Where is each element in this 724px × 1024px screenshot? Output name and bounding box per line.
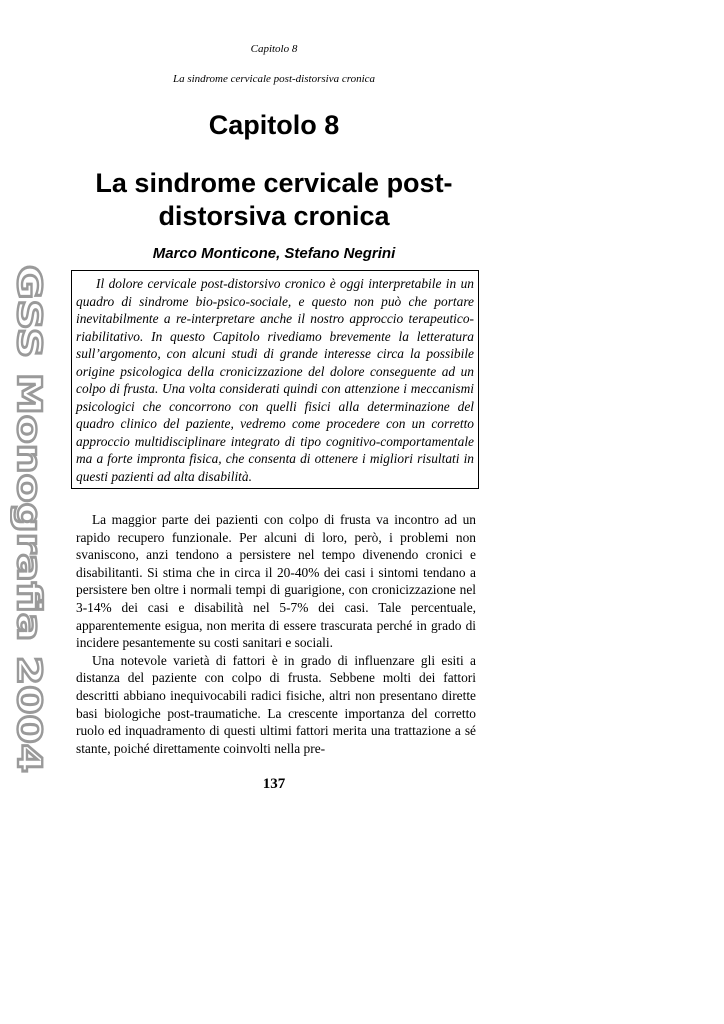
abstract-text: Il dolore cervicale post-distorsivo cronico è oggi interpretabile in un quadro di sindrome bio-psico-sociale, e questo non può che portare inevitabilmente a re-interpretare anche il nostro approccio terapeutico-riabilitativo. In questo Capitolo rivediamo brevemente la letteratura sull’argomento, con alcuni studi di grande interesse circa la possibile origine psicologica della cronicizzazione del dolore conseguente ad un colpo di frusta. Una volta considerati quindi con attenzione i meccanismi psicologici che concorrono con quelli fisici alla determinazione del quadro clinico del paziente, vedremo come procedere con un corretto approccio multidisciplinare integrato di tipo cognitivo-comportamentale ma a forte impronta fisica, che consenta di ottenere i migliori risultati in questi pazienti ad alta disabilità.	[76, 276, 474, 484]
vertical-watermark	[10, 265, 50, 775]
watermark-text: GSS Monografia 2004	[10, 265, 49, 664]
chapter-number: Capitolo 8	[208, 110, 340, 140]
authors: Marco Monticone, Stefano Negrini	[152, 245, 396, 262]
page-number: 137	[262, 776, 286, 792]
body-paragraph-2: Una notevole varietà di fattori è in grado di influenzare gli esiti a distanza del paziente con colpo di frusta. Sebbene molti dei fattori descritti abbiano inequivocabili radici fisiche, altri non presentano dirette basi biologiche post-traumatiche. La crescente importanza del corretto ruolo ed inquadramento di questi ultimi fattori merita una trattazione a sé stante, poiché direttamente coinvolti nella pre-	[76, 652, 476, 756]
body-text	[76, 511, 476, 757]
body-paragraph-1: La maggior parte dei pazienti con colpo di frusta va incontro ad un rapido recupero funzionale. Per alcuni di loro, però, i problemi non svaniscono, anzi tendono a persistere nel tempo divenendo cronici e disabilitanti. Si stima che in circa il 20-40% dei casi i sintomi tendano a persistere ben oltre i normali tempi di guarigione, con cronicizzazione nel 3-14% dei casi e disabilità nel 5-7% dei casi. Tale percentuale, apparentemente esigua, non merita di essere trascurata perché in grado di incidere pesantemente su costi sanitari e sociali.	[76, 512, 476, 651]
abstract-box	[71, 270, 479, 489]
running-head-title: La sindrome cervicale post-distorsiva cronica	[172, 73, 376, 85]
running-head-chapter: Capitolo 8	[250, 43, 298, 55]
chapter-title: La sindrome cervicale post-distorsiva cronica	[95, 168, 453, 231]
